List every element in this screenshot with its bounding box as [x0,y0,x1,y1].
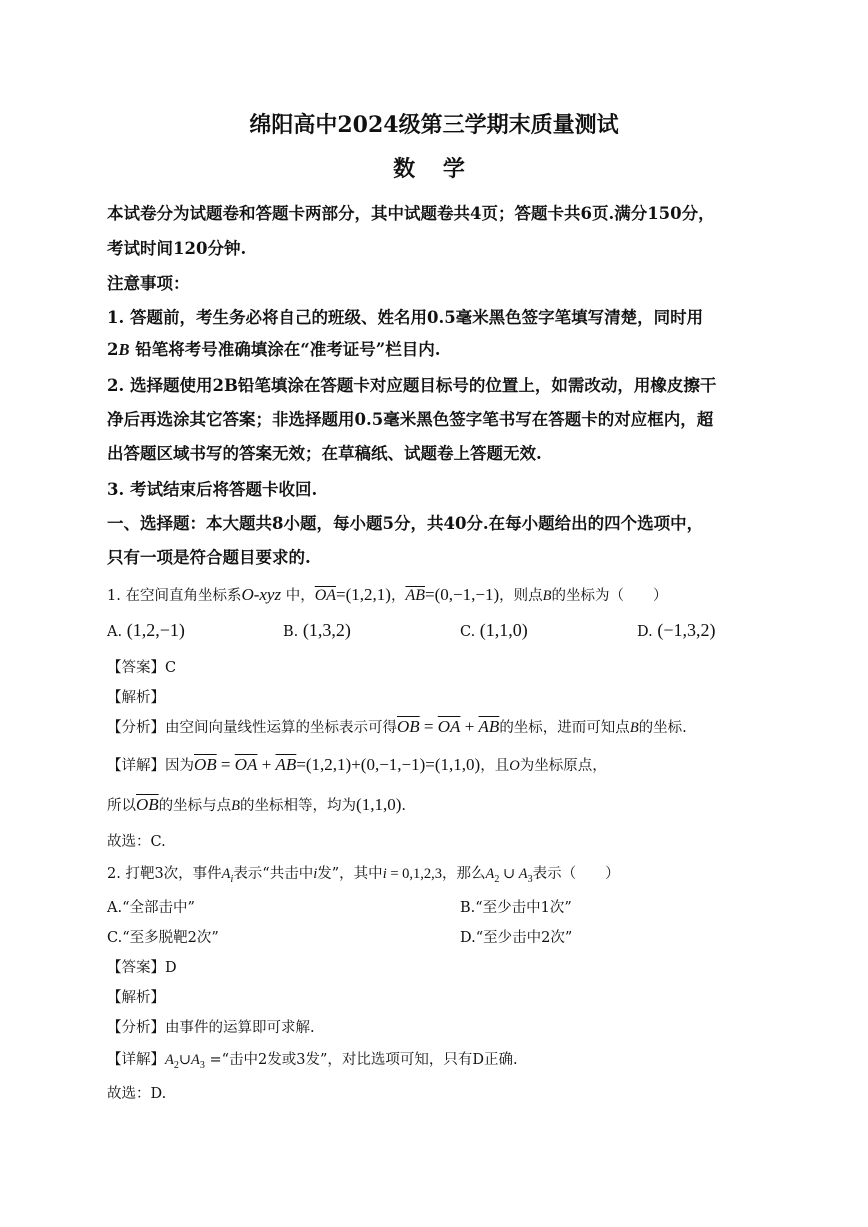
q1-stem: 1. 在空间直角坐标系O-xyz 中，$\overline{OA}=(1,2,1)$，$\overline{AB}=(0,-1,-1)$，则点B的坐标为（ ） [107,585,668,604]
q2-fenxi: 【分析】由事件的运算即可求解. [107,1020,315,1036]
q2-answer: 【答案】D [107,960,177,976]
intro-line-2: 考试时间120分钟. [107,239,247,258]
subject-title: 数 学 [393,156,475,182]
q1-fenxi: 【分析】由空间向量线性运算的坐标表示可得$\overline{OB} = \overline{OA} + \overline{AB}$的坐标，进而可知点B的坐标. [107,717,687,736]
notice-2c: 出答题区域书写的答案无效；在草稿纸、试题卷上答题无效. [107,444,542,463]
q2-option-d: D.“至少击中2次” [460,930,573,946]
q2-stem: 2. 打靶3次，事件$A_i$表示“共击中i发”，其中i = 0,1,2,3，那么$A_2$ ∪ $A_3$表示（ ） [107,866,620,885]
q1-conclusion: 所以$\overline{OB}$的坐标与点B的坐标相等，均为(1,1,0). [107,795,406,814]
q1-choose: 故选：C. [107,834,166,850]
section-1-line-2: 只有一项是符合题目要求的. [107,548,311,567]
notice-heading: 注意事项： [107,274,190,293]
notice-1b: 2B 铅笔将考号准确填涂在“准考证号”栏目内. [107,340,441,359]
q1-answer: 【答案】C [107,660,177,676]
notice-3: 3. 考试结束后将答题卡收回. [107,480,318,499]
q1-option-d: D. (−1,3,2) [637,620,716,640]
q1-xiangjie: 【详解】因为$\overline{OB} = \overline{OA} + \overline{AB}=(1,2,1)+(0,-1,-1)=(1,1,0)$，且O为坐标原点， [107,755,607,774]
q1-option-a: A. (1,2,−1) [107,620,185,640]
q2-analysis: 【解析】 [107,990,165,1006]
q1-option-c: C. (1,1,0) [460,620,528,640]
q2-xiangjie: 【详解】$A_2\cup A_3$ =“击中2发或3发”，对比选项可知，只有D正确. [107,1052,518,1071]
q1-option-b: B. (1,3,2) [283,620,351,640]
q2-option-b: B.“至少击中1次” [460,900,572,916]
q2-option-a: A.“全部击中” [107,900,195,916]
section-1-line-1: 一、选择题：本大题共8小题，每小题5分，共40分.在每小题给出的四个选项中， [107,514,704,533]
notice-2a: 2. 选择题使用2B铅笔填涂在答题卡对应题目标号的位置上，如需改动，用橡皮擦干 [107,376,717,395]
q2-option-c: C.“至多脱靶2次” [107,930,219,946]
exam-title: 绵阳高中2024级第三学期末质量测试 [249,112,619,138]
notice-1a: 1. 答题前，考生务必将自己的班级、姓名用0.5毫米黑色签字笔填写清楚，同时用 [107,308,704,327]
notice-2b: 净后再选涂其它答案；非选择题用0.5毫米黑色签字笔书写在答题卡的对应框内，超 [107,410,714,429]
q1-analysis: 【解析】 [107,690,165,706]
intro-line-1: 本试卷分为试题卷和答题卡两部分，其中试题卷共4页；答题卡共6页.满分150分， [107,204,715,223]
q2-choose: 故选：D. [107,1086,167,1102]
